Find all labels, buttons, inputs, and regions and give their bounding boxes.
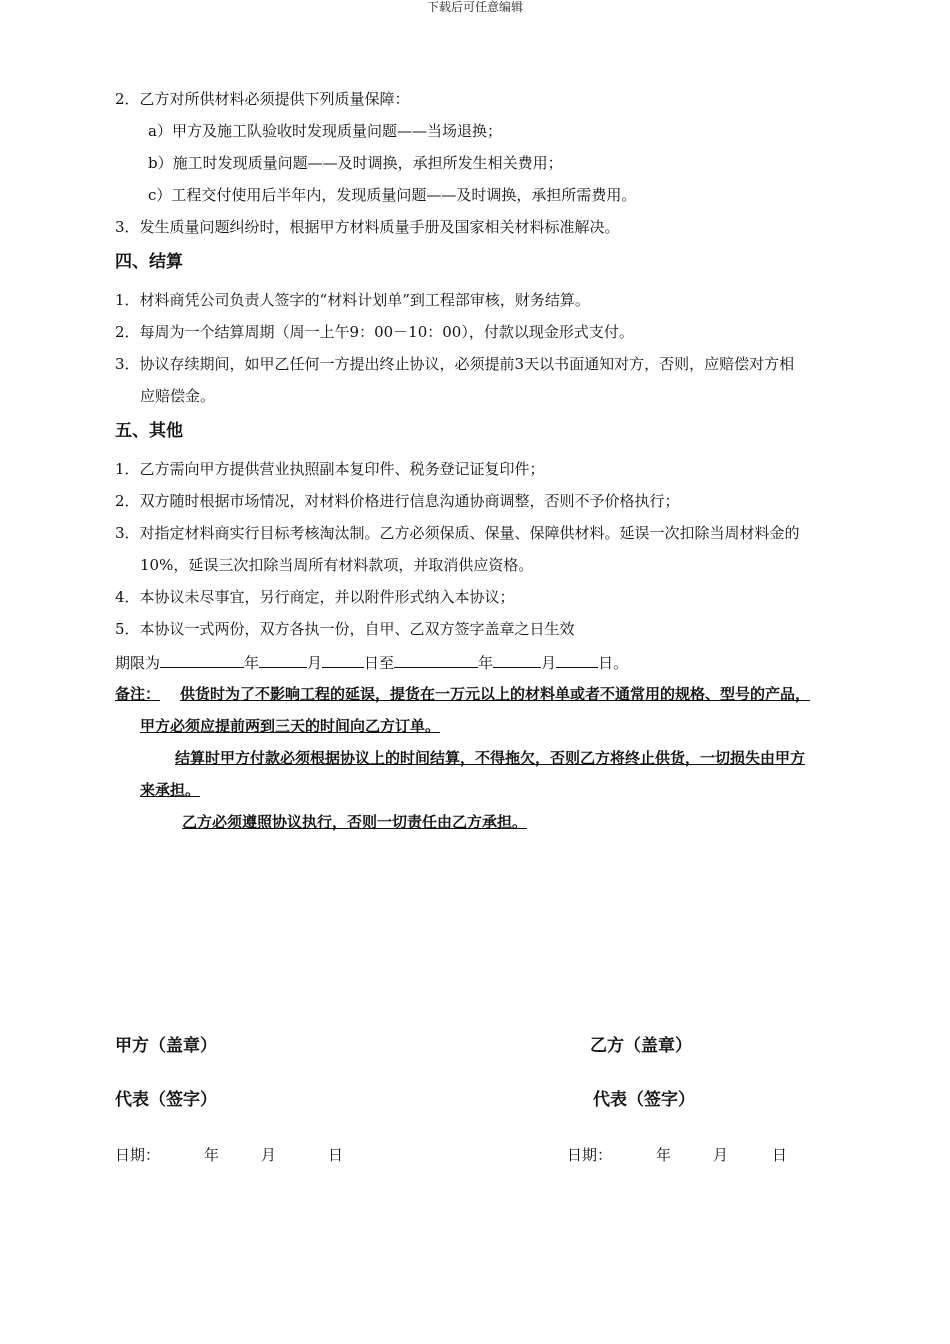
term-start-year-blank[interactable]	[160, 651, 244, 668]
settlement-item-2: 2．每周为一个结算周期（周一上午9：00－10：00），付款以现金形式支付。	[115, 323, 634, 341]
term-start-day-blank[interactable]	[322, 651, 364, 668]
term-start-month-blank[interactable]	[259, 651, 307, 668]
quality-item-2: 2．乙方对所供材料必须提供下列质量保障：	[115, 90, 410, 108]
term-year-2: 年	[478, 654, 494, 672]
other-item-2: 2．双方随时根据市场情况，对材料价格进行信息沟通协商调整，否则不予价格执行；	[115, 492, 680, 510]
page-header: 下载后可任意编辑	[426, 0, 523, 14]
remarks-line-5	[115, 812, 527, 832]
settlement-item-1: 1．材料商凭公司负责人签字的“材料计划单”到工程部审核，财务结算。	[115, 291, 590, 309]
term-end-month-blank[interactable]	[493, 651, 541, 668]
remarks-label: 备注：	[115, 685, 161, 703]
other-item-5: 5．本协议一式两份，双方各执一份，自甲、乙双方签字盖章之日生效	[115, 620, 575, 638]
party-a-seal-label: 甲方（盖章）	[115, 1036, 217, 1056]
other-item-1: 1．乙方需向甲方提供营业执照副本复印件、税务登记证复印件；	[115, 460, 545, 478]
other-item-4: 4．本协议未尽事宜，另行商定，并以附件形式纳入本协议；	[115, 588, 515, 606]
term-line	[115, 651, 628, 673]
party-a-date-day: 日	[328, 1146, 344, 1164]
party-b-date-day: 日	[772, 1146, 788, 1164]
party-a-date-year: 年	[204, 1146, 220, 1164]
term-end-year-blank[interactable]	[394, 651, 478, 668]
other-heading: 五、其他	[115, 421, 183, 441]
term-year-1: 年	[244, 654, 260, 672]
quality-sub-c: c）工程交付使用后半年内，发现质量问题——及时调换，承担所需费用。	[148, 186, 637, 204]
party-b-date-label: 日期：	[567, 1146, 613, 1164]
remarks-line-4: 来承担。	[140, 781, 201, 799]
quality-item-3: 3．发生质量问题纠纷时，根据甲方材料质量手册及国家相关材料标准解决。	[115, 218, 620, 236]
term-month-2: 月	[541, 654, 557, 672]
party-b-date	[567, 1145, 787, 1165]
other-item-3-line-2: 10%，延误三次扣除当周所有材料款项，并取消供应资格。	[140, 556, 534, 574]
remarks-text-1: 供货时为了不影响工程的延误，提货在一万元以上的材料单或者不通常用的规格、型号的产品，	[180, 685, 811, 703]
settlement-heading: 四、结算	[115, 252, 183, 272]
settlement-item-3-line-2: 应赔偿金。	[140, 387, 216, 405]
quality-sub-b: b）施工时发现质量问题——及时调换，承担所发生相关费用；	[148, 154, 563, 172]
remarks-line-3	[115, 748, 805, 768]
quality-sub-a: a）甲方及施工队验收时发现质量问题——当场退换；	[148, 122, 502, 140]
party-b-seal-label: 乙方（盖章）	[590, 1036, 692, 1056]
remarks-line-2: 甲方必须应提前两到三天的时间向乙方订单。	[140, 717, 441, 735]
party-a-date-month: 月	[261, 1146, 277, 1164]
term-end-day-blank[interactable]	[556, 651, 598, 668]
remarks-text-3: 结算时甲方付款必须根据协议上的时间结算，不得拖欠，否则乙方将终止供货，一切损失由甲方	[175, 749, 806, 767]
party-a-rep-label: 代表（签字）	[115, 1090, 217, 1110]
term-month-1: 月	[307, 654, 323, 672]
remarks-text-5: 乙方必须遵照协议执行，否则一切责任由乙方承担。	[182, 813, 528, 831]
party-b-date-year: 年	[656, 1146, 672, 1164]
term-day-end: 日。	[598, 654, 629, 672]
remarks-line-1	[115, 684, 810, 704]
other-item-3-line-1: 3．对指定材料商实行目标考核淘汰制。乙方必须保质、保量、保障供材料。延误一次扣除当周材料金的	[115, 524, 800, 542]
party-a-date-label: 日期：	[115, 1146, 161, 1164]
term-prefix: 期限为	[115, 654, 161, 672]
party-a-date	[115, 1145, 343, 1165]
settlement-item-3-line-1: 3．协议存续期间，如甲乙任何一方提出终止协议，必须提前3天以书面通知对方，否则，应赔偿对方相	[115, 355, 795, 373]
party-b-rep-label: 代表（签字）	[593, 1090, 695, 1110]
party-b-date-month: 月	[713, 1146, 729, 1164]
term-day-to: 日至	[364, 654, 395, 672]
